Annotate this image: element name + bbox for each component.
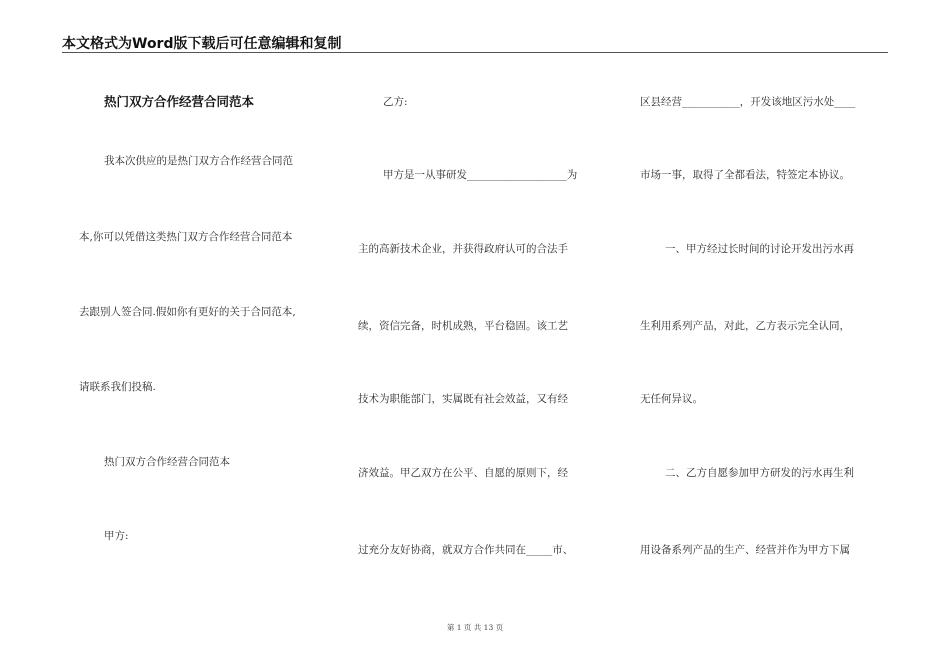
paragraph-line: 市场一事，取得了全都看法，特签定本协议。: [640, 169, 850, 181]
paragraph-line: 区县经营___________，开发该地区污水处____: [640, 96, 856, 108]
paragraph-line: 主的高新技术企业，并获得政府认可的合法手: [358, 243, 568, 255]
paragraph-line: 技术为职能部门，实属既有社会效益，又有经: [358, 393, 568, 405]
party-a-label: 甲方:: [104, 530, 129, 542]
document-banner: 本文格式为Word版下载后可任意编辑和复制: [62, 36, 342, 52]
paragraph-line: 去跟别人签合同.假如你有更好的关于合同范本,: [79, 306, 296, 318]
paragraph-line: 请联系我们投稿.: [79, 381, 156, 393]
paragraph-line: 本,你可以凭借这类热门双方合作经营合同范本: [79, 231, 293, 243]
paragraph-line: 济效益。甲乙双方在公平、自愿的原则下，经: [358, 467, 568, 479]
paragraph-line: 我本次供应的是热门双方合作经营合同范: [104, 155, 293, 167]
clause-line: 一、甲方经过长时间的讨论开发出污水再: [665, 243, 854, 255]
paragraph-line: 无任何异议。: [640, 393, 703, 405]
section-heading: 热门双方合作经营合同范本: [104, 456, 230, 468]
page-number-footer: 第 1 页 共 13 页: [446, 623, 504, 632]
clause-line: 二、乙方自愿参加甲方研发的污水再生利: [665, 467, 854, 479]
party-b-label: 乙方:: [383, 96, 408, 108]
paragraph-line: 用设备系列产品的生产、经营并作为甲方下属: [640, 544, 850, 556]
banner-divider: [62, 52, 888, 53]
paragraph-line: 生利用系列产品，对此，乙方表示完全认同，: [640, 320, 850, 332]
paragraph-line: 过充分友好协商，就双方合作共同在_____市、: [358, 544, 574, 556]
paragraph-line: 续，资信完备，时机成熟，平台稳固。该工艺: [358, 320, 568, 332]
paragraph-line: 甲方是一从事研发___________________为: [383, 169, 578, 181]
document-title: 热门双方合作经营合同范本: [104, 94, 255, 109]
